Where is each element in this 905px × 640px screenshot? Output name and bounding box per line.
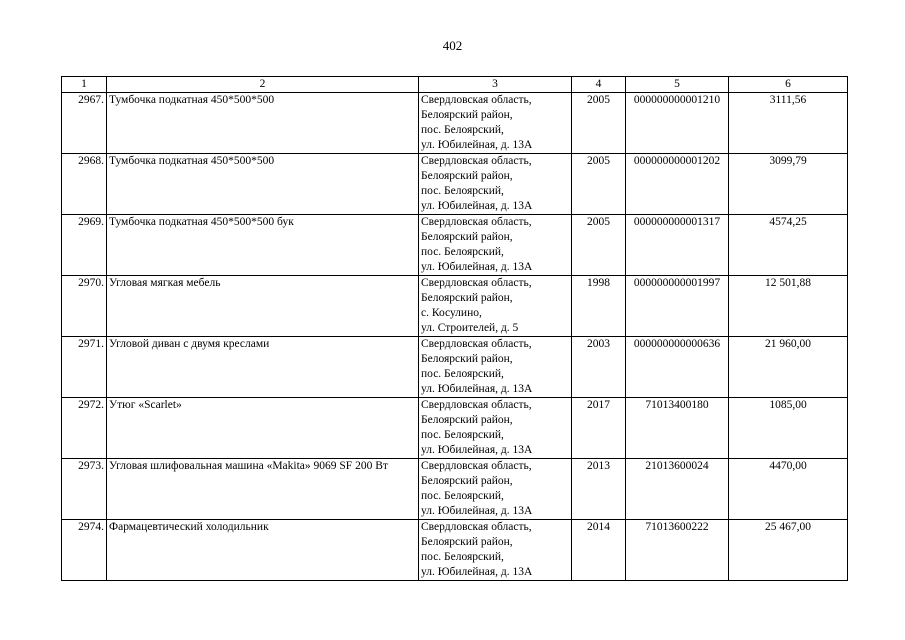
table-row bbox=[62, 154, 848, 215]
address-line: Свердловская область, bbox=[421, 277, 532, 289]
item-name: Тумбочка подкатная 450*500*500 бук bbox=[107, 215, 419, 276]
item-name: Угловая шлифовальная машина «Makita» 9069 SF 200 Вт bbox=[107, 459, 419, 520]
item-address bbox=[419, 93, 572, 154]
item-cost: 3111,56 bbox=[729, 93, 848, 154]
address-line: Свердловская область, bbox=[421, 460, 532, 472]
row-number: 2971. bbox=[62, 337, 107, 398]
address-line: Свердловская область, bbox=[421, 399, 532, 411]
address-line: Свердловская область, bbox=[421, 216, 532, 228]
address-line: Белоярский район, bbox=[421, 414, 513, 426]
table-row bbox=[62, 215, 848, 276]
address-line: Свердловская область, bbox=[421, 94, 532, 106]
column-header: 2 bbox=[107, 77, 419, 93]
item-address bbox=[419, 154, 572, 215]
inventory-number: 71013600222 bbox=[626, 520, 729, 581]
item-address bbox=[419, 520, 572, 581]
inventory-number: 000000000001997 bbox=[626, 276, 729, 337]
item-year: 2017 bbox=[572, 398, 626, 459]
row-number: 2974. bbox=[62, 520, 107, 581]
property-registry-table bbox=[61, 76, 848, 581]
row-number: 2972. bbox=[62, 398, 107, 459]
item-year: 2005 bbox=[572, 93, 626, 154]
address-line: ул. Юбилейная, д. 13А bbox=[421, 200, 533, 212]
address-line: пос. Белоярский, bbox=[421, 429, 504, 441]
item-name: Тумбочка подкатная 450*500*500 bbox=[107, 93, 419, 154]
row-number: 2968. bbox=[62, 154, 107, 215]
address-line: Белоярский район, bbox=[421, 536, 513, 548]
address-line: Белоярский район, bbox=[421, 475, 513, 487]
inventory-number: 21013600024 bbox=[626, 459, 729, 520]
inventory-number: 000000000001317 bbox=[626, 215, 729, 276]
table-row bbox=[62, 398, 848, 459]
item-cost: 21 960,00 bbox=[729, 337, 848, 398]
header-row bbox=[62, 77, 848, 93]
item-year: 2013 bbox=[572, 459, 626, 520]
column-header: 1 bbox=[62, 77, 107, 93]
inventory-number: 71013400180 bbox=[626, 398, 729, 459]
item-year: 2003 bbox=[572, 337, 626, 398]
item-year: 1998 bbox=[572, 276, 626, 337]
column-header: 4 bbox=[572, 77, 626, 93]
item-address bbox=[419, 215, 572, 276]
item-cost: 25 467,00 bbox=[729, 520, 848, 581]
address-line: ул. Юбилейная, д. 13А bbox=[421, 383, 533, 395]
item-year: 2005 bbox=[572, 154, 626, 215]
address-line: ул. Юбилейная, д. 13А bbox=[421, 444, 533, 456]
address-line: Белоярский район, bbox=[421, 231, 513, 243]
address-line: пос. Белоярский, bbox=[421, 551, 504, 563]
inventory-number: 000000000001210 bbox=[626, 93, 729, 154]
table-row bbox=[62, 520, 848, 581]
table-row bbox=[62, 276, 848, 337]
column-header: 5 bbox=[626, 77, 729, 93]
item-name: Тумбочка подкатная 450*500*500 bbox=[107, 154, 419, 215]
address-line: Белоярский район, bbox=[421, 109, 513, 121]
table-row bbox=[62, 337, 848, 398]
inventory-number: 000000000001202 bbox=[626, 154, 729, 215]
address-line: Белоярский район, bbox=[421, 292, 513, 304]
item-year: 2005 bbox=[572, 215, 626, 276]
item-cost: 12 501,88 bbox=[729, 276, 848, 337]
item-name: Угловой диван с двумя креслами bbox=[107, 337, 419, 398]
row-number: 2970. bbox=[62, 276, 107, 337]
address-line: пос. Белоярский, bbox=[421, 490, 504, 502]
address-line: Свердловская область, bbox=[421, 338, 532, 350]
address-line: ул. Юбилейная, д. 13А bbox=[421, 261, 533, 273]
address-line: пос. Белоярский, bbox=[421, 368, 504, 380]
address-line: ул. Юбилейная, д. 13А bbox=[421, 139, 533, 151]
column-header: 6 bbox=[729, 77, 848, 93]
inventory-number: 000000000000636 bbox=[626, 337, 729, 398]
address-line: Белоярский район, bbox=[421, 353, 513, 365]
item-cost: 1085,00 bbox=[729, 398, 848, 459]
row-number: 2973. bbox=[62, 459, 107, 520]
item-cost: 4574,25 bbox=[729, 215, 848, 276]
row-number: 2969. bbox=[62, 215, 107, 276]
address-line: пос. Белоярский, bbox=[421, 185, 504, 197]
address-line: с. Косулино, bbox=[421, 307, 482, 319]
item-cost: 3099,79 bbox=[729, 154, 848, 215]
item-name: Утюг «Scarlet» bbox=[107, 398, 419, 459]
item-year: 2014 bbox=[572, 520, 626, 581]
table-row bbox=[62, 93, 848, 154]
item-address bbox=[419, 398, 572, 459]
item-cost: 4470,00 bbox=[729, 459, 848, 520]
page-number: 402 bbox=[442, 38, 463, 53]
address-line: пос. Белоярский, bbox=[421, 246, 504, 258]
column-header: 3 bbox=[419, 77, 572, 93]
address-line: ул. Юбилейная, д. 13А bbox=[421, 566, 533, 578]
item-name: Угловая мягкая мебель bbox=[107, 276, 419, 337]
item-name: Фармацевтический холодильник bbox=[107, 520, 419, 581]
address-line: ул. Строителей, д. 5 bbox=[421, 322, 519, 334]
address-line: Свердловская область, bbox=[421, 521, 532, 533]
address-line: ул. Юбилейная, д. 13А bbox=[421, 505, 533, 517]
address-line: Белоярский район, bbox=[421, 170, 513, 182]
item-address bbox=[419, 337, 572, 398]
address-line: Свердловская область, bbox=[421, 155, 532, 167]
address-line: пос. Белоярский, bbox=[421, 124, 504, 136]
row-number: 2967. bbox=[62, 93, 107, 154]
item-address bbox=[419, 459, 572, 520]
item-address bbox=[419, 276, 572, 337]
table-row bbox=[62, 459, 848, 520]
